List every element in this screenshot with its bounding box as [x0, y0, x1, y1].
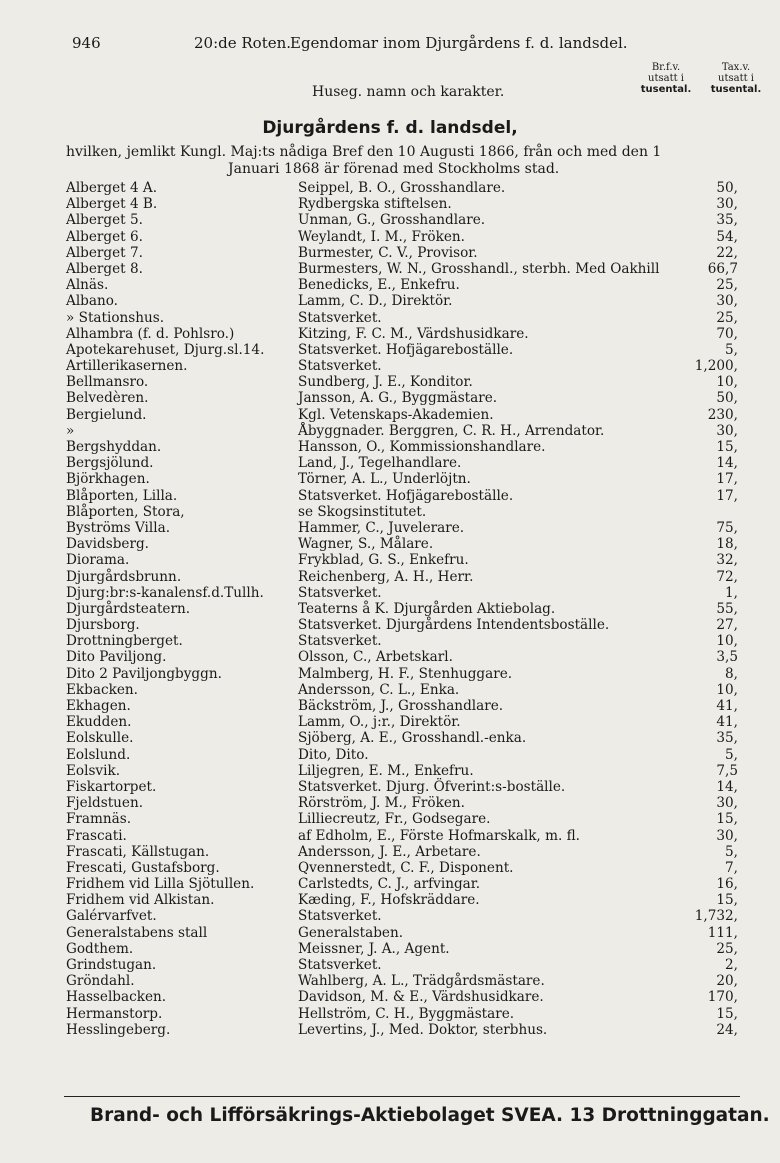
owner-name: Åbyggnader. Berggren, C. R. H., Arrendator.: [298, 422, 605, 439]
list-item: [0, 714, 780, 730]
list-item: [0, 455, 780, 471]
owner-name: Lilliecreutz, Fr., Godsegare.: [298, 811, 491, 828]
property-name: Bergielund.: [66, 406, 147, 423]
list-item: [0, 439, 780, 455]
list-item: [0, 1006, 780, 1022]
list-item: [0, 763, 780, 779]
taxv-line1: Tax.v.: [721, 62, 751, 73]
owner-name: Seippel, B. O., Grosshandlare.: [298, 180, 506, 196]
property-name: Alberget 7.: [66, 244, 143, 261]
list-item: [0, 908, 780, 924]
property-name: Alberget 8.: [66, 260, 143, 277]
list-item: [0, 196, 780, 212]
owner-name: Statsverket.: [298, 908, 382, 925]
property-name: Fridhem vid Alkistan.: [66, 892, 215, 909]
list-item: [0, 973, 780, 989]
list-item: [0, 989, 780, 1005]
assessed-value: 17,: [716, 487, 738, 504]
assessed-value: 32,: [716, 552, 738, 569]
owner-name: Jansson, A. G., Byggmästare.: [298, 390, 498, 407]
assessed-value: 5,: [725, 746, 738, 763]
page-header: [0, 34, 780, 58]
list-item: [0, 277, 780, 293]
assessed-value: 30,: [716, 293, 738, 310]
list-item: [0, 876, 780, 892]
property-name: Alberget 4 B.: [66, 196, 158, 213]
property-name: Hesslingeberg.: [66, 1021, 171, 1038]
list-item: [0, 811, 780, 827]
assessed-value: 170,: [707, 989, 738, 1006]
owner-name: Liljegren, E. M., Enkefru.: [298, 762, 474, 779]
list-item: [0, 569, 780, 585]
owner-name: Generalstaben.: [298, 924, 404, 941]
list-item: [0, 358, 780, 374]
property-name: Ekhagen.: [66, 698, 131, 714]
owner-name: Statsverket. Djurg. Öfverint:s-boställe.: [298, 778, 566, 795]
property-name: Frascati, Källstugan.: [66, 843, 210, 860]
assessed-value: 20,: [716, 973, 738, 990]
owner-name: Statsverket.: [298, 358, 382, 375]
district-heading: Djurgårdens f. d. landsdel,: [262, 118, 518, 138]
list-item: [0, 504, 780, 520]
taxv-line3: tusental.: [710, 84, 762, 95]
property-name: Blåporten, Lilla.: [66, 487, 178, 504]
property-name: Eolskulle.: [66, 730, 134, 747]
assessed-value: 14,: [716, 778, 738, 795]
district-intro-line2: Januari 1868 är förenad med Stockholms stad.: [228, 161, 560, 177]
owner-name: Hansson, O., Kommissionshandlare.: [298, 439, 546, 455]
owner-name: Kæding, F., Hofskräddare.: [298, 892, 480, 909]
owner-name: Carlstedts, C. J., arfvingar.: [298, 876, 481, 893]
owner-name: Frykblad, G. S., Enkefru.: [298, 552, 469, 569]
owner-name: Sundberg, J. E., Konditor.: [298, 374, 473, 391]
list-item: [0, 844, 780, 860]
property-name: Bergshyddan.: [66, 439, 162, 455]
list-item: [0, 1022, 780, 1038]
assessed-value: 111,: [707, 924, 738, 941]
owner-name: Statsverket. Hofjägareboställe.: [298, 341, 514, 358]
property-name: Generalstabens stall: [66, 924, 208, 941]
owner-name: Statsverket.: [298, 309, 382, 326]
list-item: [0, 552, 780, 568]
owner-name: Burmester, C. V., Provisor.: [298, 244, 478, 261]
property-name: Dito 2 Paviljongbyggn.: [66, 665, 222, 682]
list-item: [0, 245, 780, 261]
assessed-value: 10,: [716, 681, 738, 698]
property-name: Alberget 4 A.: [66, 180, 158, 196]
list-item: [0, 293, 780, 309]
list-item: [0, 423, 780, 439]
list-item: [0, 682, 780, 698]
property-name: Grindstugan.: [66, 957, 157, 973]
assessed-value: 18,: [716, 536, 738, 553]
brfv-line2: utsatt i: [648, 73, 684, 84]
assessed-value: 15,: [716, 811, 738, 828]
owner-name: Land, J., Tegelhandlare.: [298, 455, 462, 472]
owner-name: Burmesters, W. N., Grosshandl., sterbh. Med Oakhill: [298, 260, 660, 277]
property-name: Ekudden.: [66, 714, 132, 731]
assessed-value: 5,: [725, 341, 738, 358]
owner-name: Davidson, M. & E., Värdshusidkare.: [298, 989, 544, 1006]
list-item: [0, 374, 780, 390]
assessed-value: 22,: [716, 244, 738, 261]
list-item: [0, 342, 780, 358]
assessed-value: 230,: [707, 406, 738, 423]
assessed-value: 50,: [716, 180, 738, 196]
assessed-value: 7,: [725, 859, 738, 876]
assessed-value: 30,: [716, 827, 738, 844]
owner-name: Statsverket. Djurgårdens Intendentsboställe.: [298, 617, 610, 634]
owner-name: Qvennerstedt, C. F., Disponent.: [298, 859, 514, 876]
property-name: Ekbacken.: [66, 681, 138, 698]
owner-name: Reichenberg, A. H., Herr.: [298, 568, 474, 585]
list-item: [0, 180, 780, 196]
list-item: [0, 326, 780, 342]
brfv-line1: Br.f.v.: [651, 62, 681, 73]
assessed-value: 35,: [716, 212, 738, 229]
list-item: [0, 666, 780, 682]
property-name: Fjeldstuen.: [66, 795, 144, 812]
owner-name: Kgl. Vetenskaps-Akademien.: [298, 406, 494, 423]
list-item: [0, 585, 780, 601]
assessed-value: 30,: [716, 196, 738, 213]
property-name: Frescati, Gustafsborg.: [66, 859, 220, 876]
property-name: Bergsjölund.: [66, 455, 154, 472]
owner-name: Wagner, S., Målare.: [298, 536, 434, 553]
page-title: Egendomar inom Djurgårdens f. d. landsdel.: [290, 34, 628, 52]
property-name: Artillerikasernen.: [66, 358, 188, 375]
assessed-value: 10,: [716, 374, 738, 391]
list-item: [0, 390, 780, 406]
name-column-header: Huseg. namn och karakter.: [312, 84, 505, 100]
property-name: » Stationshus.: [66, 309, 165, 326]
list-item: [0, 229, 780, 245]
property-name: Alberget 5.: [66, 212, 143, 229]
owner-name: Törner, A. L., Underlöjtn.: [298, 471, 471, 488]
assessed-value: 2,: [725, 957, 738, 973]
property-name: Djursborg.: [66, 617, 140, 634]
taxv-column-header: [696, 62, 776, 95]
owner-name: Statsverket. Hofjägareboställe.: [298, 487, 514, 504]
assessed-value: 41,: [716, 698, 738, 714]
assessed-value: 72,: [716, 568, 738, 585]
assessed-value: 25,: [716, 309, 738, 326]
list-item: [0, 860, 780, 876]
list-item: [0, 488, 780, 504]
property-name: Galérvarfvet.: [66, 908, 157, 925]
owner-name: Sjöberg, A. E., Grosshandl.-enka.: [298, 730, 527, 747]
taxv-line2: utsatt i: [718, 73, 754, 84]
assessed-value: 10,: [716, 633, 738, 650]
list-item: [0, 212, 780, 228]
property-name: Frascati.: [66, 827, 127, 844]
list-item: [0, 633, 780, 649]
list-item: [0, 310, 780, 326]
assessed-value: 15,: [716, 892, 738, 909]
assessed-value: 30,: [716, 795, 738, 812]
assessed-value: 75,: [716, 519, 738, 536]
owner-name: Rydbergska stiftelsen.: [298, 196, 452, 213]
owner-name: Rörström, J. M., Fröken.: [298, 795, 465, 812]
list-item: [0, 698, 780, 714]
list-item: [0, 730, 780, 746]
property-name: Blåporten, Stora,: [66, 503, 185, 520]
assessed-value: 5,: [725, 843, 738, 860]
assessed-value: 54,: [716, 228, 738, 245]
owner-name: Lamm, C. D., Direktör.: [298, 293, 453, 310]
property-name: Bellmansro.: [66, 374, 149, 391]
property-name: Alnäs.: [66, 277, 109, 294]
footer-divider: [64, 1096, 740, 1097]
property-name: Davidsberg.: [66, 536, 149, 553]
brfv-column-header: [626, 62, 706, 95]
property-name: Björkhagen.: [66, 471, 150, 488]
advert-text: Brand- och Lifförsäkrings-Aktiebolaget SVEA. 13 Drottninggatan.: [90, 1105, 770, 1126]
owner-name: Dito, Dito.: [298, 746, 369, 763]
list-item: [0, 957, 780, 973]
district-intro-line1: hvilken, jemlikt Kungl. Maj:ts nådiga Bref den 10 Augusti 1866, från och med den 1: [66, 144, 662, 160]
list-item: [0, 649, 780, 665]
roten-label: 20:de Roten.: [194, 34, 292, 52]
owner-name: Olsson, C., Arbetskarl.: [298, 649, 453, 666]
brfv-line3: tusental.: [640, 84, 692, 95]
owner-name: af Edholm, E., Förste Hofmarskalk, m. fl.: [298, 827, 580, 844]
owner-name: Kitzing, F. C. M., Värdshusidkare.: [298, 325, 529, 342]
property-name: Byströms Villa.: [66, 519, 171, 536]
owner-name: Statsverket.: [298, 584, 382, 601]
property-name: Gröndahl.: [66, 973, 135, 990]
owner-name: se Skogsinstitutet.: [298, 503, 427, 520]
property-name: Diorama.: [66, 552, 130, 569]
owner-name: Andersson, C. L., Enka.: [298, 681, 460, 698]
column-headers: [0, 62, 780, 102]
assessed-value: 30,: [716, 422, 738, 439]
owner-name: Lamm, O., j:r., Direktör.: [298, 714, 461, 731]
list-item: [0, 828, 780, 844]
assessed-value: 15,: [716, 1005, 738, 1022]
assessed-value: 1,200,: [694, 358, 738, 375]
page-number: 946: [72, 34, 101, 52]
assessed-value: 70,: [716, 325, 738, 342]
assessed-value: 14,: [716, 455, 738, 472]
property-name: »: [66, 422, 75, 439]
property-name: Fridhem vid Lilla Sjötullen.: [66, 876, 255, 893]
property-name: Albano.: [66, 293, 118, 310]
owner-name: Unman, G., Grosshandlare.: [298, 212, 486, 229]
owner-name: Malmberg, H. F., Stenhuggare.: [298, 665, 513, 682]
owner-name: Teaterns å K. Djurgården Aktiebolag.: [298, 600, 556, 617]
assessed-value: 55,: [716, 600, 738, 617]
assessed-value: 1,732,: [694, 908, 738, 925]
assessed-value: 15,: [716, 439, 738, 455]
assessed-value: 27,: [716, 617, 738, 634]
assessed-value: 3,5: [716, 649, 738, 666]
assessed-value: 16,: [716, 876, 738, 893]
assessed-value: 50,: [716, 390, 738, 407]
property-name: Eolsvik.: [66, 762, 121, 779]
owner-name: Bäckström, J., Grosshandlare.: [298, 698, 504, 714]
assessed-value: 66,7: [707, 260, 738, 277]
owner-name: Weylandt, I. M., Fröken.: [298, 228, 465, 245]
owner-name: Andersson, J. E., Arbetare.: [298, 843, 481, 860]
property-name: Djurg:br:s-kanalensf.d.Tullh.: [66, 584, 264, 601]
owner-name: Hammer, C., Juvelerare.: [298, 519, 465, 536]
property-name: Eolslund.: [66, 746, 131, 763]
property-name: Hasselbacken.: [66, 989, 167, 1006]
list-item: [0, 407, 780, 423]
owner-name: Hellström, C. H., Byggmästare.: [298, 1005, 515, 1022]
owner-name: Levertins, J., Med. Doktor, sterbhus.: [298, 1021, 548, 1038]
assessed-value: 35,: [716, 730, 738, 747]
owner-name: Statsverket.: [298, 957, 382, 973]
property-name: Alberget 6.: [66, 228, 143, 245]
property-name: Framnäs.: [66, 811, 132, 828]
list-item: [0, 536, 780, 552]
list-item: [0, 925, 780, 941]
assessed-value: 25,: [716, 277, 738, 294]
property-name: Djurgårdsteatern.: [66, 600, 191, 617]
advert-banner: [64, 1103, 770, 1143]
list-item: [0, 941, 780, 957]
property-name: Djurgårdsbrunn.: [66, 568, 182, 585]
assessed-value: 41,: [716, 714, 738, 731]
property-name: Fiskartorpet.: [66, 778, 157, 795]
property-list: [0, 180, 780, 1038]
assessed-value: 1,: [725, 584, 738, 601]
assessed-value: 24,: [716, 1021, 738, 1038]
property-name: Hermanstorp.: [66, 1005, 163, 1022]
assessed-value: 25,: [716, 940, 738, 957]
list-item: [0, 520, 780, 536]
list-item: [0, 471, 780, 487]
list-item: [0, 261, 780, 277]
list-item: [0, 892, 780, 908]
owner-name: Statsverket.: [298, 633, 382, 650]
property-name: Belvedèren.: [66, 390, 149, 407]
assessed-value: 17,: [716, 471, 738, 488]
assessed-value: 7,5: [716, 762, 738, 779]
property-name: Alhambra (f. d. Pohlsro.): [66, 325, 235, 342]
property-name: Godthem.: [66, 940, 134, 957]
property-name: Dito Paviljong.: [66, 649, 167, 666]
list-item: [0, 601, 780, 617]
list-item: [0, 795, 780, 811]
list-item: [0, 747, 780, 763]
owner-name: Meissner, J. A., Agent.: [298, 940, 450, 957]
owner-name: Benedicks, E., Enkefru.: [298, 277, 460, 294]
owner-name: Wahlberg, A. L., Trädgårdsmästare.: [298, 973, 545, 990]
list-item: [0, 617, 780, 633]
list-item: [0, 779, 780, 795]
property-name: Drottningberget.: [66, 633, 183, 650]
assessed-value: 8,: [725, 665, 738, 682]
property-name: Apotekarehuset, Djurg.sl.14.: [66, 341, 265, 358]
